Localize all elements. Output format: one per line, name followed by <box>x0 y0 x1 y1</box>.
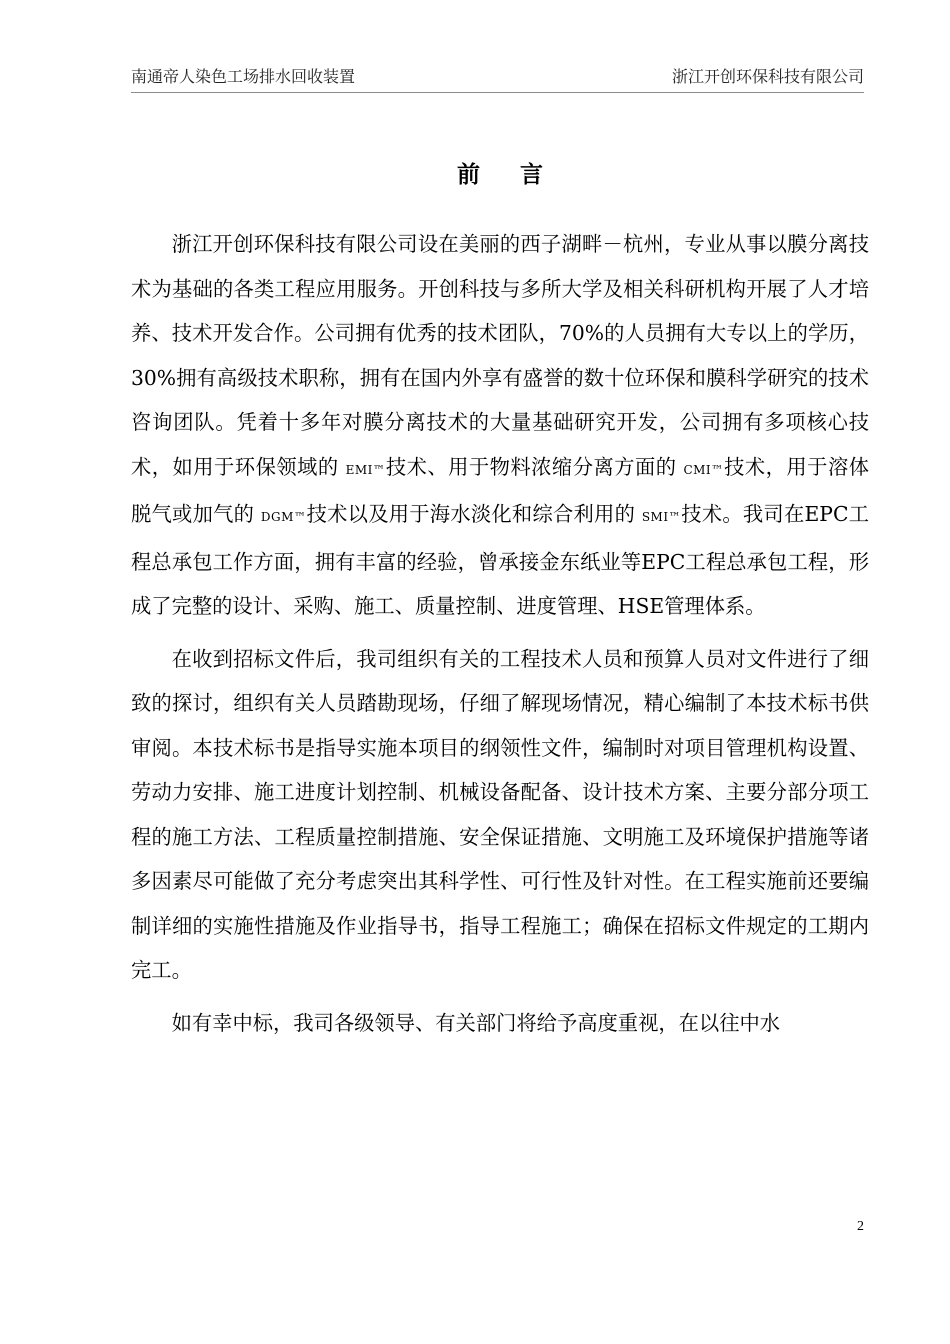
paragraph-bid-preparation <box>131 637 869 993</box>
header-company-name: 浙江开创环保科技有限公司 <box>671 67 864 86</box>
trademark-emi: EMI™ <box>345 462 386 477</box>
text-run: 技术以及用于海水淡化和综合利用的 <box>306 502 642 526</box>
trademark-dgm: DGM™ <box>260 510 307 524</box>
page-title: 前言 <box>457 161 583 188</box>
paragraph-commitment <box>131 1001 869 1046</box>
body-content <box>131 222 869 1053</box>
text-run: 技术。我司在EPC工程总承包工作方面，拥有丰富的经验，曾承接金东纸业等EPC工程总承包工程，形成了完整的设计、采购、施工、质量控制、进度管理、HSE管理体系。 <box>131 502 869 618</box>
text-run: 在收到招标文件后，我司组织有关的工程技术人员和预算人员对文件进行了细致的探讨，组织有关人员踏勘现场，仔细了解现场情况，精心编制了本技术标书供审阅。本技术标书是指导实施本项目的纲领性文件，编制时对项目管理机构设置、劳动力安排、施工进度计划控制、机械设备配备、设计技术方案、主要分部分项工程的施工方法、工程质量控制措施、安全保证措施、文明施工及环境保护措施等诸多因素尽可能做了充分考虑突出其科学性、可行性及针对性。在工程实施前还要编制详细的实施性措施及作业指导书，指导工程施工；确保在招标文件规定的工期内完工。 <box>131 646 869 982</box>
text-run: 技术、用于物料浓缩分离方面的 <box>385 454 684 479</box>
trademark-cmi: CMI™ <box>683 462 724 477</box>
page-number: 2 <box>857 1219 864 1234</box>
header-project-name: 南通帝人染色工场排水回收装置 <box>131 67 356 86</box>
trademark-smi: SMI™ <box>641 510 682 524</box>
text-run: 技术，用于溶体脱气或加气的 <box>131 454 869 526</box>
page-header <box>131 66 864 93</box>
paragraph-company-intro <box>131 222 869 629</box>
text-run: 浙江开创环保科技有限公司设在美丽的西子湖畔－杭州，专业从事以膜分离技术为基础的各类工程应用服务。开创科技与多所大学及相关科研机构开展了人才培养、技术开发合作。公司拥有优秀的技术团队，70%的人员拥有大专以上的学历，30%拥有高级技术职称，拥有在国内外享有盛誉的数十位环保和膜科学研究的技术咨询团队。凭着十多年对膜分离技术的大量基础研究开发，公司拥有多项核心技术，如用于环保领域的 <box>131 232 869 479</box>
text-run: 如有幸中标，我司各级领导、有关部门将给予高度重视，在以往中水 <box>171 1010 781 1035</box>
